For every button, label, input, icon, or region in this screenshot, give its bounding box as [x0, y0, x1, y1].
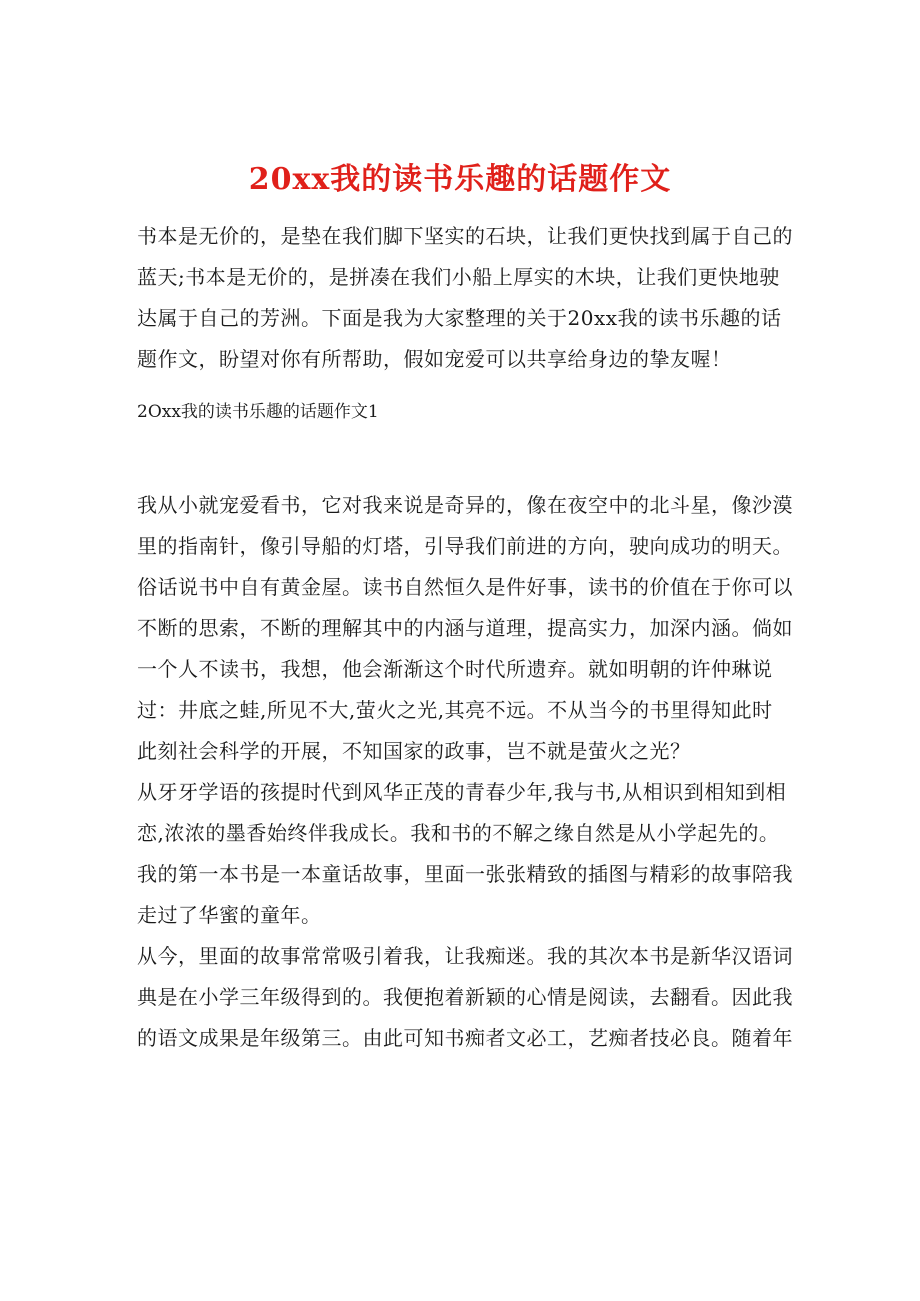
body-paragraph-2: 从牙牙学语的孩提时代到风华正茂的青春少年,我与书,从相识到相知到相恋,浓浓的墨香始终伴我成长。我和书的不解之缘自然是从小学起先的。我的第一本书是一本童话故事，里面一张张精致的插图与精彩的故事陪我走过了华蜜的童年。: [137, 780, 793, 927]
section-heading: 2Oxx我的读书乐趣的话题作文1: [137, 402, 379, 422]
intro-paragraph: 书本是无价的，是垫在我们脚下坚实的石块，让我们更快找到属于自己的蓝天;书本是无价的，是拼凑在我们小船上厚实的木块，让我们更快地驶达属于自己的芳洲。下面是我为大家整理的关于20xx我的读书乐趣的话题作文，盼望对你有所帮助，假如宠爱可以共享给身边的挚友喔！: [137, 224, 793, 371]
body-paragraph-1: 我从小就宠爱看书，它对我来说是奇异的，像在夜空中的北斗星，像沙漠里的指南针，像引导船的灯塔，引导我们前进的方向，驶向成功的明天。俗话说书中自有黄金屋。读书自然恒久是件好事，读书的价值在于你可以不断的思索，不断的理解其中的内涵与道理，提高实力，加深内涵。倘如一个人不读书，我想，他会渐渐这个时代所遗弃。就如明朝的许仲琳说过：井底之蛙,所见不大,萤火之光,其亮不远。不从当今的书里得知此时此刻社会科学的开展，不知国家的政事，岂不就是萤火之光？: [137, 493, 793, 763]
body-paragraph-3: 从今，里面的故事常常吸引着我，让我痴迷。我的其次本书是新华汉语词典是在小学三年级得到的。我便抱着新颖的心情是阅读，去翻看。因此我的语文成果是年级第三。由此可知书痴者文必工，艺痴者技必良。随着年: [137, 944, 793, 1050]
document-title: 20xx我的读书乐趣的话题作文: [248, 162, 672, 198]
document-body: [137, 216, 793, 1059]
